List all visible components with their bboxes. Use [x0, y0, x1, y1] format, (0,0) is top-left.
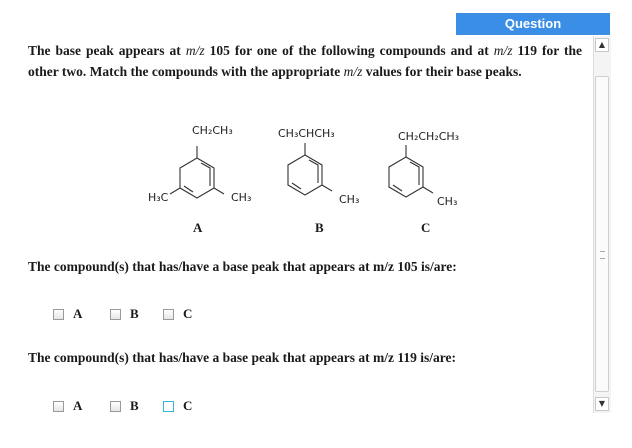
question-part: values for their base peaks. [362, 64, 522, 79]
checkbox[interactable] [163, 309, 174, 320]
compound-label-c: C [421, 220, 431, 235]
q2-option-b[interactable] [110, 398, 139, 414]
option-label: A [73, 398, 83, 413]
question-part: The base peak appears at [28, 43, 186, 58]
option-label: B [130, 306, 139, 321]
q2-option-a[interactable] [53, 398, 82, 414]
structure-a [170, 146, 224, 198]
option-label: C [183, 398, 193, 413]
formula-a-left: H₃C [148, 191, 169, 204]
option-label: C [183, 306, 193, 321]
formula-a-top: CH₂CH₃ [192, 124, 233, 137]
compound-label-b: B [315, 220, 324, 235]
q1-prompt: The compound(s) that has/have a base peak that appears at m/z 105 is/are: [28, 259, 457, 274]
scroll-up-icon[interactable]: ▲ [595, 38, 609, 52]
q1-option-c[interactable] [163, 306, 192, 322]
mz-term: m/z [343, 64, 363, 79]
q2-option-c[interactable] [163, 398, 192, 414]
q1-option-b[interactable] [110, 306, 139, 322]
compound-label-a: A [193, 220, 203, 235]
formula-a-right: CH₃ [231, 191, 252, 204]
checkbox[interactable] [53, 401, 64, 412]
option-label: B [130, 398, 139, 413]
question-text [28, 40, 582, 82]
question-part: 119 for the other two. Match the compounds with the appropriate [28, 43, 583, 79]
checkbox[interactable] [110, 401, 121, 412]
option-label: A [73, 306, 83, 321]
checkbox[interactable] [163, 401, 174, 412]
mz-term: m/z [185, 43, 205, 58]
grip-icon [600, 251, 605, 259]
scroll-thumb[interactable] [595, 76, 609, 392]
mz-term: m/z [493, 43, 513, 58]
checkbox[interactable] [53, 309, 64, 320]
formula-c-top: CH₂CH₂CH₃ [398, 130, 460, 143]
formula-c-right: CH₃ [437, 195, 458, 208]
checkbox[interactable] [110, 309, 121, 320]
q1-option-a[interactable] [53, 306, 82, 322]
formula-b-top: CH₃CHCH₃ [278, 127, 335, 140]
question-tab[interactable]: Question [456, 13, 610, 35]
question-part: 105 for one of the following compounds and at [204, 43, 494, 58]
scroll-down-icon[interactable]: ▼ [595, 397, 609, 411]
q2-prompt: The compound(s) that has/have a base peak that appears at m/z 119 is/are: [28, 350, 457, 365]
structure-c [389, 145, 433, 197]
scrollbar[interactable] [593, 36, 611, 413]
structure-b [288, 143, 332, 195]
formula-b-right: CH₃ [339, 193, 360, 206]
